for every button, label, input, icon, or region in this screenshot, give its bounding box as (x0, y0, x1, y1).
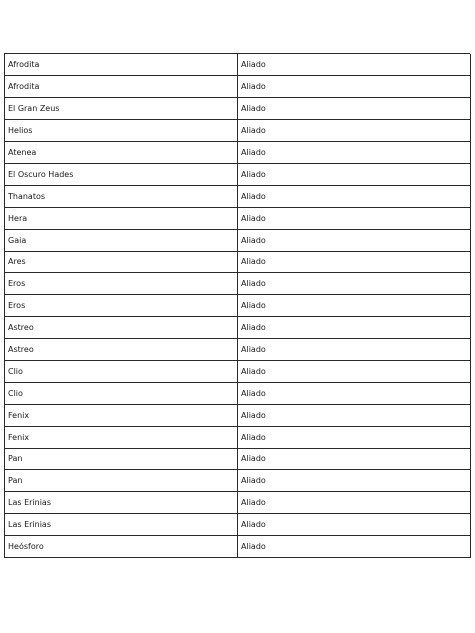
name-cell: Ares (5, 251, 238, 273)
status-cell: Aliado (238, 536, 471, 558)
table-row (5, 339, 471, 361)
name-cell: Pan (5, 470, 238, 492)
name-cell: Astreo (5, 317, 238, 339)
name-cell: Gaia (5, 229, 238, 251)
name-cell: Clio (5, 382, 238, 404)
name-cell: Heósforo (5, 536, 238, 558)
status-cell: Aliado (238, 492, 471, 514)
status-cell: Aliado (238, 404, 471, 426)
data-table (4, 54, 471, 558)
status-cell: Aliado (238, 470, 471, 492)
table-row (5, 229, 471, 251)
status-cell: Aliado (238, 207, 471, 229)
status-cell: Aliado (238, 382, 471, 404)
name-cell: El Oscuro Hades (5, 163, 238, 185)
table-row (5, 448, 471, 470)
status-cell: Aliado (238, 251, 471, 273)
table-row (5, 514, 471, 536)
status-cell: Aliado (238, 120, 471, 142)
table-row (5, 360, 471, 382)
name-cell: Las Erinias (5, 514, 238, 536)
table-row (5, 426, 471, 448)
status-cell: Aliado (238, 273, 471, 295)
table-row (5, 404, 471, 426)
name-cell: Atenea (5, 142, 238, 164)
table-row (5, 536, 471, 558)
name-cell: El Gran Zeus (5, 98, 238, 120)
table-row (5, 98, 471, 120)
name-cell: Astreo (5, 339, 238, 361)
status-cell: Aliado (238, 514, 471, 536)
table-row (5, 207, 471, 229)
table-row (5, 54, 471, 76)
name-cell: Hera (5, 207, 238, 229)
table-row (5, 470, 471, 492)
status-cell: Aliado (238, 142, 471, 164)
table-row (5, 76, 471, 98)
table-row (5, 163, 471, 185)
table-row (5, 142, 471, 164)
status-cell: Aliado (238, 98, 471, 120)
table-row (5, 382, 471, 404)
name-cell: Helios (5, 120, 238, 142)
status-cell: Aliado (238, 360, 471, 382)
table-container (4, 53, 470, 558)
status-cell: Aliado (238, 339, 471, 361)
table-row (5, 273, 471, 295)
name-cell: Fenix (5, 404, 238, 426)
name-cell: Clio (5, 360, 238, 382)
name-cell: Pan (5, 448, 238, 470)
status-cell: Aliado (238, 54, 471, 76)
status-cell: Aliado (238, 229, 471, 251)
name-cell: Fenix (5, 426, 238, 448)
table-row (5, 120, 471, 142)
name-cell: Thanatos (5, 185, 238, 207)
table-body (5, 54, 471, 557)
table-row (5, 295, 471, 317)
table-row (5, 185, 471, 207)
table-row (5, 251, 471, 273)
name-cell: Afrodita (5, 54, 238, 76)
name-cell: Afrodita (5, 76, 238, 98)
status-cell: Aliado (238, 448, 471, 470)
name-cell: Eros (5, 273, 238, 295)
status-cell: Aliado (238, 295, 471, 317)
status-cell: Aliado (238, 185, 471, 207)
name-cell: Las Erinias (5, 492, 238, 514)
table-row (5, 317, 471, 339)
status-cell: Aliado (238, 163, 471, 185)
name-cell: Eros (5, 295, 238, 317)
status-cell: Aliado (238, 76, 471, 98)
status-cell: Aliado (238, 317, 471, 339)
table-row (5, 492, 471, 514)
status-cell: Aliado (238, 426, 471, 448)
